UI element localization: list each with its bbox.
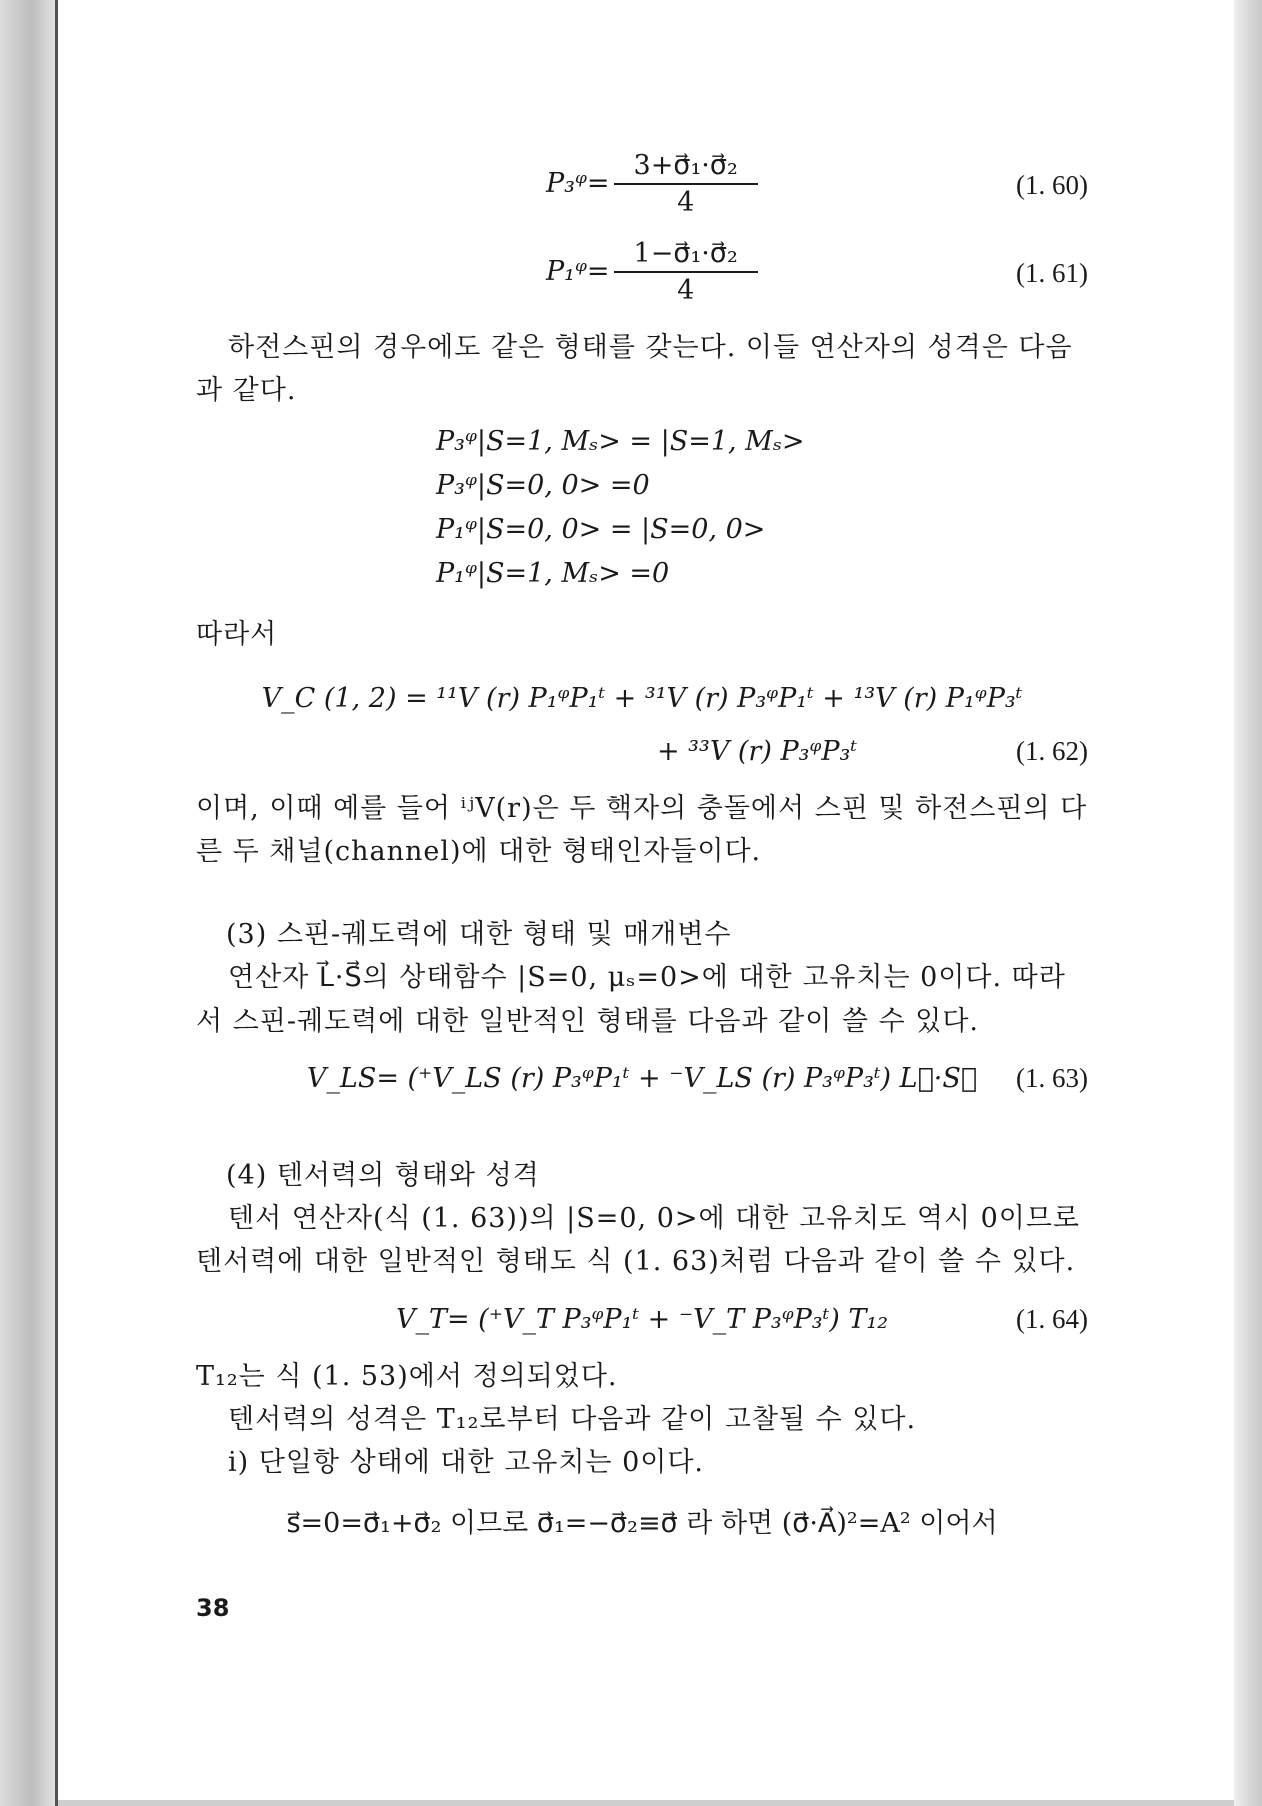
paragraph-2: 이며, 이때 예를 들어 ⁱʲV(r)은 두 핵자의 충돌에서 스핀 및 하전스핀의 다른 두 채널(channel)에 대한 형태인자들이다. — [196, 792, 1088, 868]
eq163-body: V_LS= (⁺V_LS (r) P₃ᵠP₁ᵗ + ⁻V_LS (r) P₃ᵠP₃ᵗ) L⃗·S⃗ — [306, 1062, 978, 1094]
eq161-lhs: P₁ᵠ= — [546, 256, 610, 288]
equation-1-62-line2 — [196, 730, 1088, 773]
paragraph-4: 텐서 연산자(식 (1. 63))의 |S=0, 0>에 대한 고유치도 역시 0이므로 텐서력에 대한 일반적인 형태도 식 (1. 63)처럼 다음과 같이 쓸 수 있다. — [196, 1203, 1081, 1278]
eq160-numerator: 3+σ⃗₁·σ⃗₂ — [614, 150, 758, 185]
paragraph-5: T₁₂는 식 (1. 53)에서 정의되었다. — [196, 1360, 618, 1392]
equation-1-63 — [196, 1057, 1088, 1100]
page-right-edge — [1234, 0, 1262, 1806]
eq163-number: (1. 63) — [1016, 1062, 1088, 1093]
paragraph-3: 연산자 L⃗·S⃗의 상태함수 |S=0, μₛ=0>에 대한 고유치는 0이다. 따라서 스핀-궤도력에 대한 일반적인 형태를 다음과 같이 쓸 수 있다. — [196, 962, 1066, 1037]
page-content — [196, 150, 1088, 1560]
operator-properties — [436, 420, 1088, 595]
operator-line-4: P₁ᵠ|S=1, Mₛ> =0 — [436, 557, 670, 589]
operator-line-1: P₃ᵠ|S=1, Mₛ> = |S=1, Mₛ> — [436, 426, 805, 458]
eq162-number: (1. 62) — [1016, 735, 1088, 766]
eq160-fraction — [614, 150, 758, 218]
paragraph-6: 텐서력의 성격은 T₁₂로부터 다음과 같이 고찰될 수 있다. — [228, 1403, 917, 1435]
eq161-fraction — [614, 238, 758, 306]
equation-1-60 — [196, 150, 1088, 219]
therefore-text: 따라서 — [196, 619, 278, 651]
paragraph-8: s⃗=0=σ⃗₁+σ⃗₂ 이므로 σ⃗₁=−σ⃗₂≡σ⃗ 라 하면 (σ⃗·A⃗)²=A² 이어서 — [286, 1508, 998, 1540]
eq162-line1: V_C (1, 2) = ¹¹V (r) P₁ᵠP₁ᵗ + ³¹V (r) P₃ᵠP₁ᵗ + ¹³V (r) P₁ᵠP₃ᵗ — [261, 682, 1023, 714]
eq164-body: V_T= (⁺V_T P₃ᵠP₁ᵗ + ⁻V_T P₃ᵠP₃ᵗ) T₁₂ — [395, 1303, 889, 1335]
eq162-line2: + ³³V (r) P₃ᵠP₃ᵗ — [656, 735, 858, 767]
section-3-heading: (3) 스핀-궤도력에 대한 형태 및 매개변수 — [226, 919, 732, 951]
page-binding-edge — [0, 0, 58, 1806]
eq160-denominator: 4 — [677, 187, 695, 219]
equation-1-61 — [196, 238, 1088, 307]
section-4-heading: (4) 텐서력의 형태와 성격 — [226, 1160, 540, 1191]
eq161-number: (1. 61) — [1016, 258, 1088, 288]
eq160-number: (1. 60) — [1016, 170, 1088, 200]
eq160-lhs: P₃ᵠ= — [546, 168, 610, 200]
page-bottom-edge — [58, 1800, 1234, 1806]
eq161-denominator: 4 — [677, 275, 695, 307]
operator-line-2: P₃ᵠ|S=0, 0> =0 — [436, 470, 650, 502]
paragraph-1: 하전스핀의 경우에도 같은 형태를 갖는다. 이들 연산자의 성격은 다음과 같다. — [196, 332, 1073, 407]
eq161-numerator: 1−σ⃗₁·σ⃗₂ — [614, 238, 758, 273]
equation-1-64 — [196, 1298, 1088, 1341]
paragraph-7: i) 단일항 상태에 대한 고유치는 0이다. — [228, 1447, 704, 1479]
eq164-number: (1. 64) — [1016, 1303, 1088, 1334]
page-number: 38 — [196, 1594, 230, 1622]
operator-line-3: P₁ᵠ|S=0, 0> = |S=0, 0> — [436, 513, 766, 545]
